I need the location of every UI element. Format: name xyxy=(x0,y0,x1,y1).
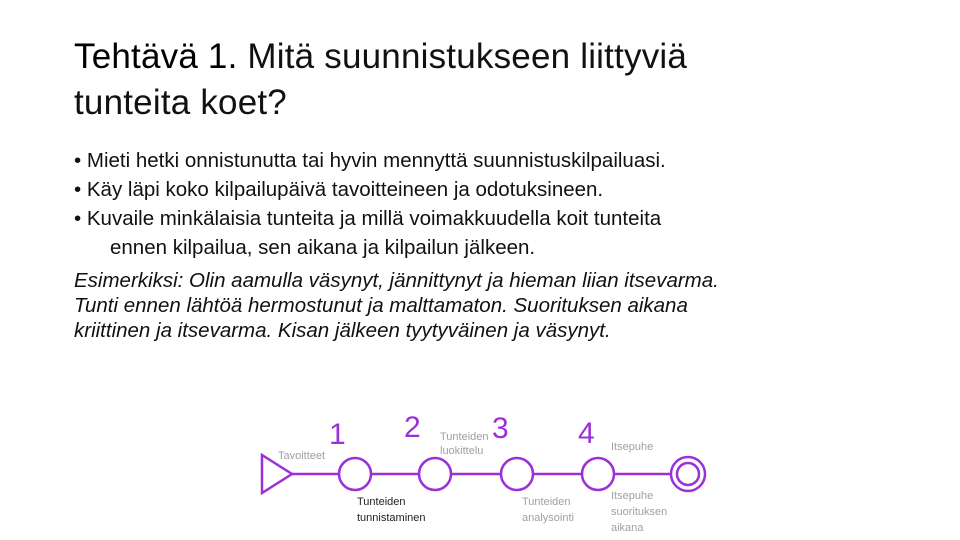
title-lead: Tehtävä 1. xyxy=(74,37,238,76)
bullet-text: • Kuvaile minkälaisia tunteita ja millä voimakkuudella koit tunteita xyxy=(74,207,662,230)
example-line: Tunti ennen lähtöä hermostunut ja malttamaton. Suorituksen aikana xyxy=(74,294,688,317)
bullet-text: • Käy läpi koko kilpailupäivä tavoitteineen ja odotuksineen. xyxy=(74,178,604,201)
step4-below-label: Itsepuhe xyxy=(611,490,654,502)
step3-below-label: Tunteiden xyxy=(522,496,571,508)
step3-above-label: luokittelu xyxy=(440,445,484,457)
step-number-1: 1 xyxy=(329,418,346,451)
example-line: Esimerkiksi: Olin aamulla väsynyt, jännittynyt ja hieman liian itsevarma. xyxy=(74,269,719,292)
step4-above-label: Itsepuhe xyxy=(611,441,654,453)
step3-below-label: analysointi xyxy=(522,512,574,524)
step-number-4: 4 xyxy=(578,417,595,450)
step-node-4 xyxy=(582,458,614,490)
step1-below-label: tunnistaminen xyxy=(357,512,426,524)
step-node-2 xyxy=(419,458,451,490)
example-line: kriittinen ja itsevarma. Kisan jälkeen tyytyväinen ja väsynyt. xyxy=(74,319,611,342)
bullet-text-continued: ennen kilpailua, sen aikana ja kilpailun jälkeen. xyxy=(110,236,536,259)
start-label: Tavoitteet xyxy=(278,450,326,462)
step-number-2: 2 xyxy=(404,411,421,444)
step3-above-label: Tunteiden xyxy=(440,431,489,443)
step-node-1 xyxy=(339,458,371,490)
step-number-3: 3 xyxy=(492,412,509,445)
step1-below-label: Tunteiden xyxy=(357,496,406,508)
end-target-inner xyxy=(677,463,699,485)
bullet-text: • Mieti hetki onnistunutta tai hyvin mennyttä suunnistuskilpailuasi. xyxy=(74,149,666,172)
step-node-3 xyxy=(501,458,533,490)
title-rest-line2: tunteita koet? xyxy=(74,83,287,122)
title-rest-line1: Mitä suunnistukseen liittyviä xyxy=(237,37,688,76)
step4-below-label: suorituksen xyxy=(611,506,668,518)
step4-below-label: aikana xyxy=(611,522,644,534)
